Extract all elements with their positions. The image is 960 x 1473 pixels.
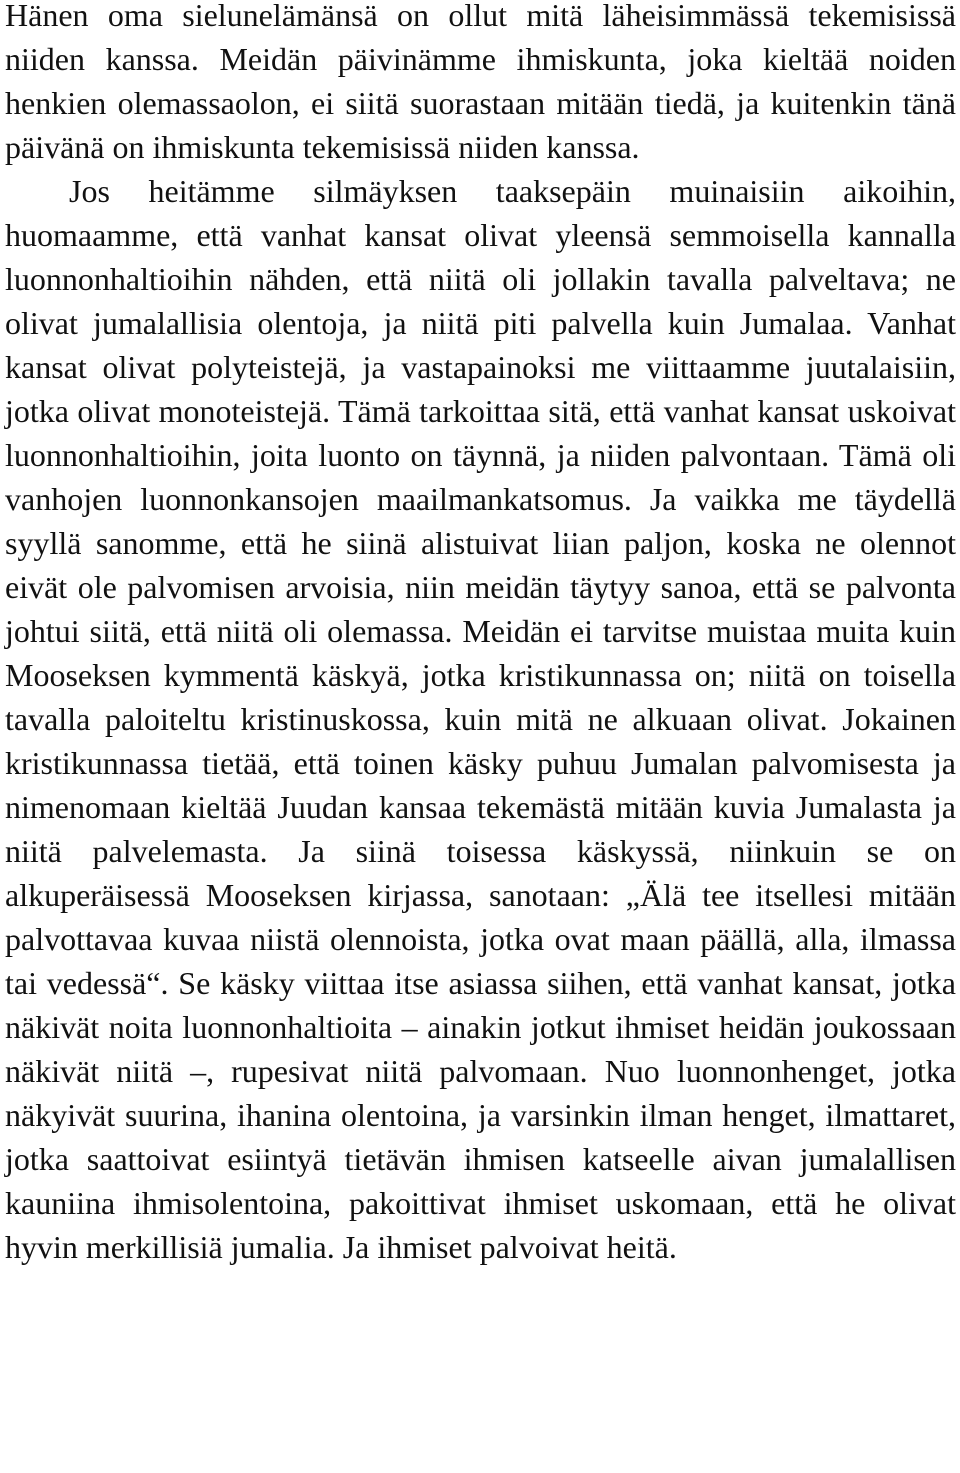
paragraph-1: Hänen oma sielunelämänsä on ollut mitä läheisimmässä tekemisissä niiden kanssa. Meidän päivinämme ihmiskunta, joka kieltää noiden henkien olemassaolon, ei siitä suorastaan mitään tiedä, ja kuitenkin tänä päivänä on ihmiskunta tekemisissä niiden kanssa. bbox=[5, 0, 956, 165]
paragraph-2: Jos heitämme silmäyksen taaksepäin muinaisiin aikoihin, huomaamme, että vanhat kansat olivat yleensä semmoisella kannalla luonnonhaltioihin nähden, että niitä oli jollakin tavalla palveltava; ne olivat jumalallisia olentoja, ja niitä piti palvella kuin Jumalaa. Vanhat kansat olivat polyteistejä, ja vastapainoksi me viittaamme juutalaisiin, jotka olivat monoteistejä. Tämä tarkoittaa sitä, että vanhat kansat uskoivat luonnonhaltioihin, joita luonto on täynnä, ja niiden palvontaan. Tämä oli vanhojen luonnonkansojen maailmankatsomus. Ja vaikka me täydellä syyllä sanomme, että he siinä alistuivat liian paljon, koska ne olennot eivät ole palvomisen arvoisia, niin meidän täytyy sanoa, että se palvonta johtui siitä, että niitä oli olemassa. Meidän ei tarvitse muistaa muita kuin Mooseksen kymmentä käskyä, jotka kristikunnassa on; niitä on toisella tavalla paloiteltu kristinuskossa, kuin mitä ne alkuaan olivat. Jokainen kristikunnassa tietää, että toinen käsky puhuu Jumalan palvomisesta ja nimenomaan kieltää Juudan kansaa tekemästä mitään kuvia Jumalasta ja niitä palvelemasta. Ja siinä toisessa käskyssä, niinkuin se on alkuperäisessä Mooseksen kirjassa, sanotaan: „Älä tee itsellesi mitään palvottavaa kuvaa niistä olennoista, jotka ovat maan päällä, alla, ilmassa tai vedessä“. Se käsky viittaa itse asiassa siihen, että vanhat kansat, jotka näkivät noita luonnonhaltioita – ainakin jotkut ihmiset heidän joukossaan näkivät niitä –, rupesivat niitä palvomaan. Nuo luonnonhenget, jotka näkyivät suurina, ihanina olentoina, ja varsinkin ilman henget, ilmattaret, jotka saattoivat esiintyä tietävän ihmisen katseelle aivan jumalallisen kauniina ihmisolentoina, pakoittivat ihmiset uskomaan, että he olivat hyvin merkillisiä jumalia. Ja ihmiset palvoivat heitä. bbox=[5, 173, 956, 1265]
